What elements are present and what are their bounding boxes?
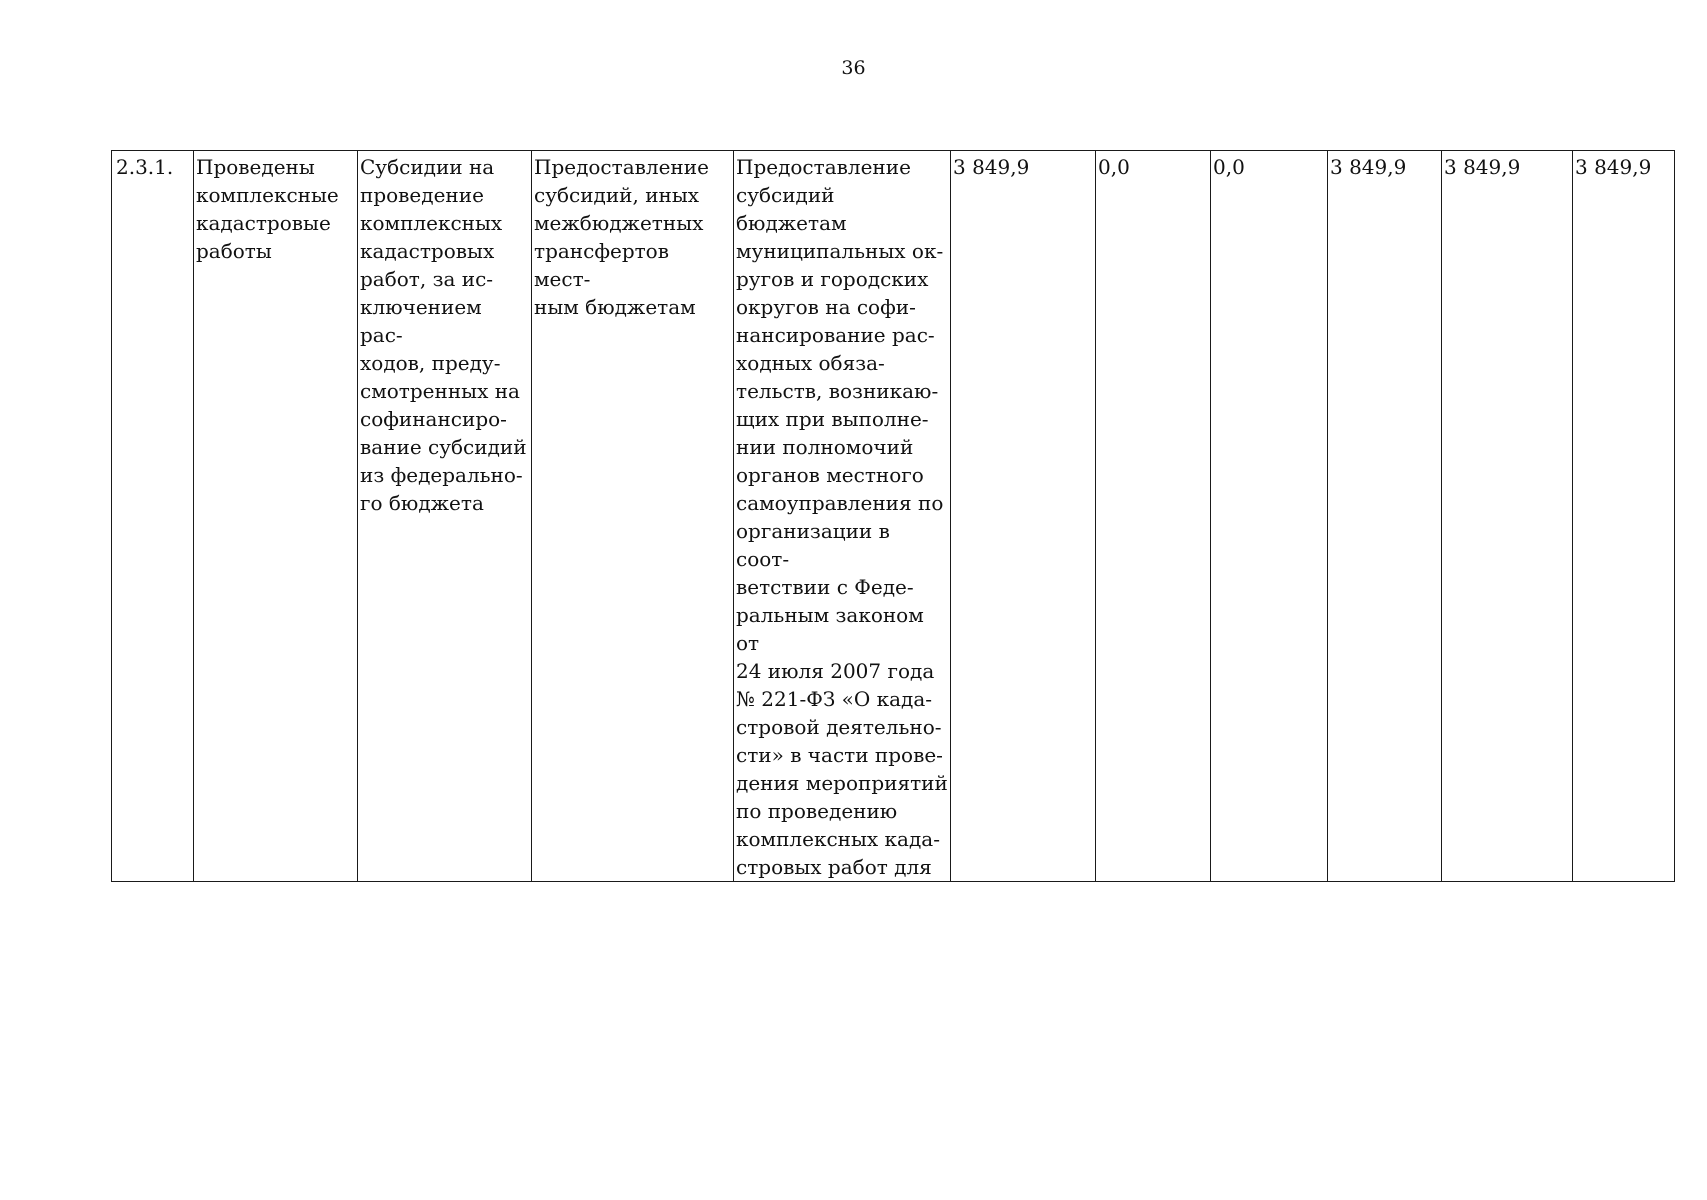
value-cell-3: 0,0 [1211,151,1328,882]
row-code-cell: 2.3.1. [112,151,194,882]
value-cell-1: 3 849,9 [951,151,1096,882]
measure-type-cell: Предоставление субсидий, иных межбюджетных трансфертов мест- ным бюджетам [532,151,734,882]
value-cell-4: 3 849,9 [1328,151,1442,882]
measure-description-cell: Предоставление субсидий бюджетам муниципальных ок- ругов и городских округов на софи- нансирование рас- ходных обяза- тельств, возникаю- щих при выполне- нии полномочий органов местного самоуправления по организации в соот- ветствии с Феде- ральным законом от 24 июля 2007 года № 221-ФЗ «О када- стровой деятельно- сти» в части прове- дения мероприятий по проведению комплексных када- стровых работ для [734,151,951,882]
value-cell-6: 3 849,9 [1573,151,1675,882]
value-cell-5: 3 849,9 [1442,151,1573,882]
table-row [112,151,1675,882]
page-number: 36 [841,57,866,79]
budget-table [111,150,1675,882]
value-cell-2: 0,0 [1096,151,1211,882]
result-cell: Проведены комплексные кадастровые работы [194,151,358,882]
subsidy-name-cell: Субсидии на проведение комплексных кадастровых работ, за ис- ключением рас- ходов, преду- смотренных на софинансиро- вание субсидий из федерально- го бюджета [358,151,532,882]
